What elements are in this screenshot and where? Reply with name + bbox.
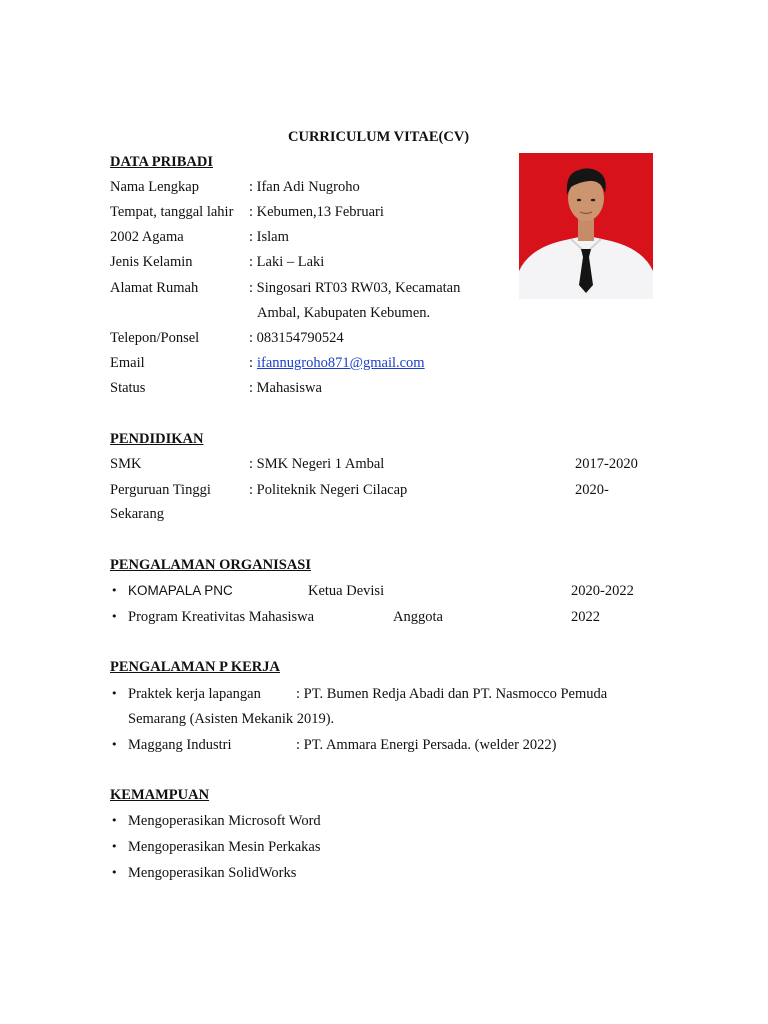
bullet: •: [111, 840, 118, 853]
year-perguruan-tinggi: 2020-: [575, 482, 609, 498]
year-smk: 2017-2020: [575, 456, 638, 472]
section-heading-organisasi: PENGALAMAN ORGANISASI: [110, 557, 312, 573]
bullet: •: [111, 610, 118, 623]
org-name-komapala: KOMAPALA PNC: [128, 583, 233, 598]
value-nama-lengkap: : Ifan Adi Nugroho: [249, 179, 360, 195]
value-perguruan-tinggi: : Politeknik Negeri Cilacap: [249, 482, 408, 498]
label-tempat-tanggal-lahir: Tempat, tanggal lahir: [110, 204, 234, 220]
label-status: Status: [110, 380, 146, 396]
label-jenis-kelamin: Jenis Kelamin: [110, 254, 193, 270]
skill-item: Mengoperasikan Mesin Perkakas: [128, 839, 321, 855]
section-heading-data-pribadi: DATA PRIBADI: [110, 154, 213, 170]
org-role-pkm: Anggota: [393, 609, 443, 625]
label-email: Email: [110, 355, 145, 371]
work-name-pkl: Praktek kerja lapangan: [128, 686, 261, 702]
value-alamat-rumah: : Singosari RT03 RW03, Kecamatan: [249, 280, 461, 296]
work-value-pkl: : PT. Bumen Redja Abadi dan PT. Nasmocco Pemuda: [296, 686, 608, 702]
bullet: •: [111, 738, 118, 751]
label-nama-lengkap: Nama Lengkap: [110, 179, 199, 195]
profile-photo: [519, 153, 653, 299]
skill-item: Mengoperasikan SolidWorks: [128, 865, 297, 881]
label-telepon: Telepon/Ponsel: [110, 330, 200, 346]
value-alamat-rumah-cont: Ambal, Kabupaten Kebumen.: [257, 305, 431, 321]
org-year-komapala: 2020-2022: [571, 583, 634, 599]
section-heading-pendidikan: PENDIDIKAN: [110, 431, 204, 447]
value-telepon: : 083154790524: [249, 330, 344, 346]
skill-item: Mengoperasikan Microsoft Word: [128, 813, 321, 829]
value-tempat-tanggal-lahir: : Kebumen,13 Februari: [249, 204, 384, 220]
org-role-komapala: Ketua Devisi: [308, 583, 385, 599]
portrait-illustration: [519, 153, 653, 299]
document-title: CURRICULUM VITAE(CV): [288, 129, 470, 145]
label-alamat-rumah: Alamat Rumah: [110, 280, 199, 296]
work-value-pkl-cont: Semarang (Asisten Mekanik 2019).: [128, 711, 335, 727]
org-year-pkm: 2022: [571, 609, 600, 625]
section-heading-kemampuan: KEMAMPUAN: [110, 787, 210, 803]
value-jenis-kelamin: : Laki – Laki: [249, 254, 325, 270]
bullet: •: [111, 866, 118, 879]
email-link[interactable]: ifannugroho871@gmail.com: [257, 355, 425, 371]
value-email-colon: :: [249, 355, 254, 371]
label-smk: SMK: [110, 456, 142, 472]
work-value-magang: : PT. Ammara Energi Persada. (welder 2022): [296, 737, 557, 753]
bullet: •: [111, 687, 118, 700]
year-perguruan-tinggi-cont: Sekarang: [110, 506, 164, 522]
value-status: : Mahasiswa: [249, 380, 322, 396]
bullet: •: [111, 584, 118, 597]
work-name-magang: Maggang Industri: [128, 737, 232, 753]
org-name-pkm: Program Kreativitas Mahasiswa: [128, 609, 315, 625]
bullet: •: [111, 814, 118, 827]
value-agama: : Islam: [249, 229, 289, 245]
section-heading-kerja: PENGALAMAN P KERJA: [110, 659, 280, 675]
label-perguruan-tinggi: Perguruan Tinggi: [110, 482, 211, 498]
value-smk: : SMK Negeri 1 Ambal: [249, 456, 385, 472]
label-agama: 2002 Agama: [110, 229, 184, 245]
